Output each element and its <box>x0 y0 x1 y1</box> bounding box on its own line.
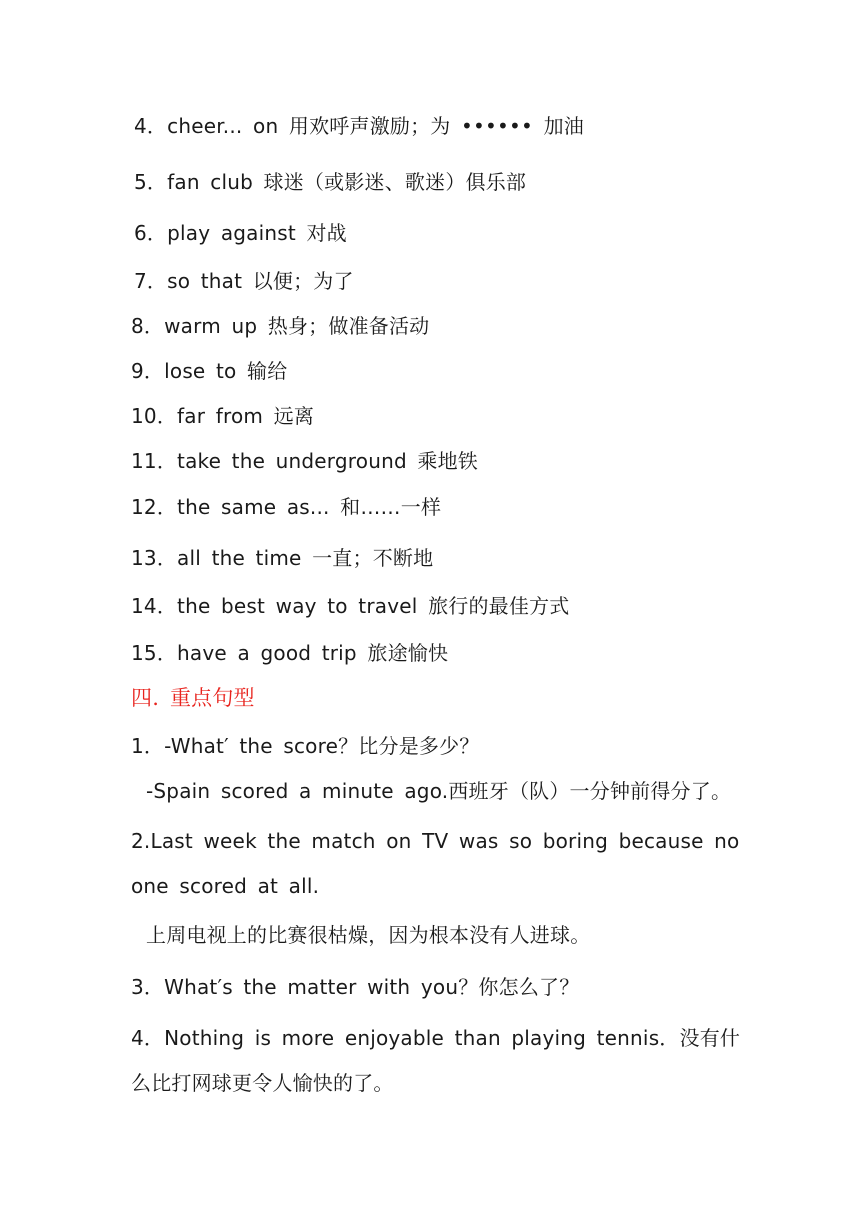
phrase-item: 4．cheer... on 用欢呼声激励；为 •••••• 加油 <box>134 114 584 138</box>
sentence-line: 2.Last week the match on TV was so boring because no <box>131 829 740 853</box>
phrase-item: 6．play against 对战 <box>134 221 347 245</box>
phrase-item: 10．far from 远离 <box>131 404 315 428</box>
sentence-line: 么比打网球更令人愉快的了。 <box>131 1071 394 1095</box>
phrase-item: 11．take the underground 乘地铁 <box>131 449 478 473</box>
phrase-item: 7．so that 以便；为了 <box>134 269 354 293</box>
sentence-line: 1．-What′ the score？比分是多少？ <box>131 734 480 758</box>
sentence-line: 4．Nothing is more enjoyable than playing tennis．没有什 <box>131 1026 741 1050</box>
phrase-item: 12．the same as... 和……一样 <box>131 495 442 519</box>
phrase-item: 15．have a good trip 旅途愉快 <box>131 641 449 665</box>
sentence-line: one scored at all. <box>131 874 320 898</box>
section-heading: 四. 重点句型 <box>131 686 255 710</box>
sentence-line: -Spain scored a minute ago.西班牙（队）一分钟前得分了。 <box>146 779 732 803</box>
sentence-line: 上周电视上的比赛很枯燥，因为根本没有人进球。 <box>146 923 591 947</box>
phrase-item: 5．fan club 球迷（或影迷、歌迷）俱乐部 <box>134 170 527 194</box>
phrase-item: 13．all the time 一直；不断地 <box>131 546 434 570</box>
phrase-item: 8．warm up 热身；做准备活动 <box>131 314 430 338</box>
phrase-item: 9．lose to 输给 <box>131 359 288 383</box>
phrase-item: 14．the best way to travel 旅行的最佳方式 <box>131 594 570 618</box>
sentence-line: 3．What′s the matter with you？你怎么了？ <box>131 975 580 999</box>
